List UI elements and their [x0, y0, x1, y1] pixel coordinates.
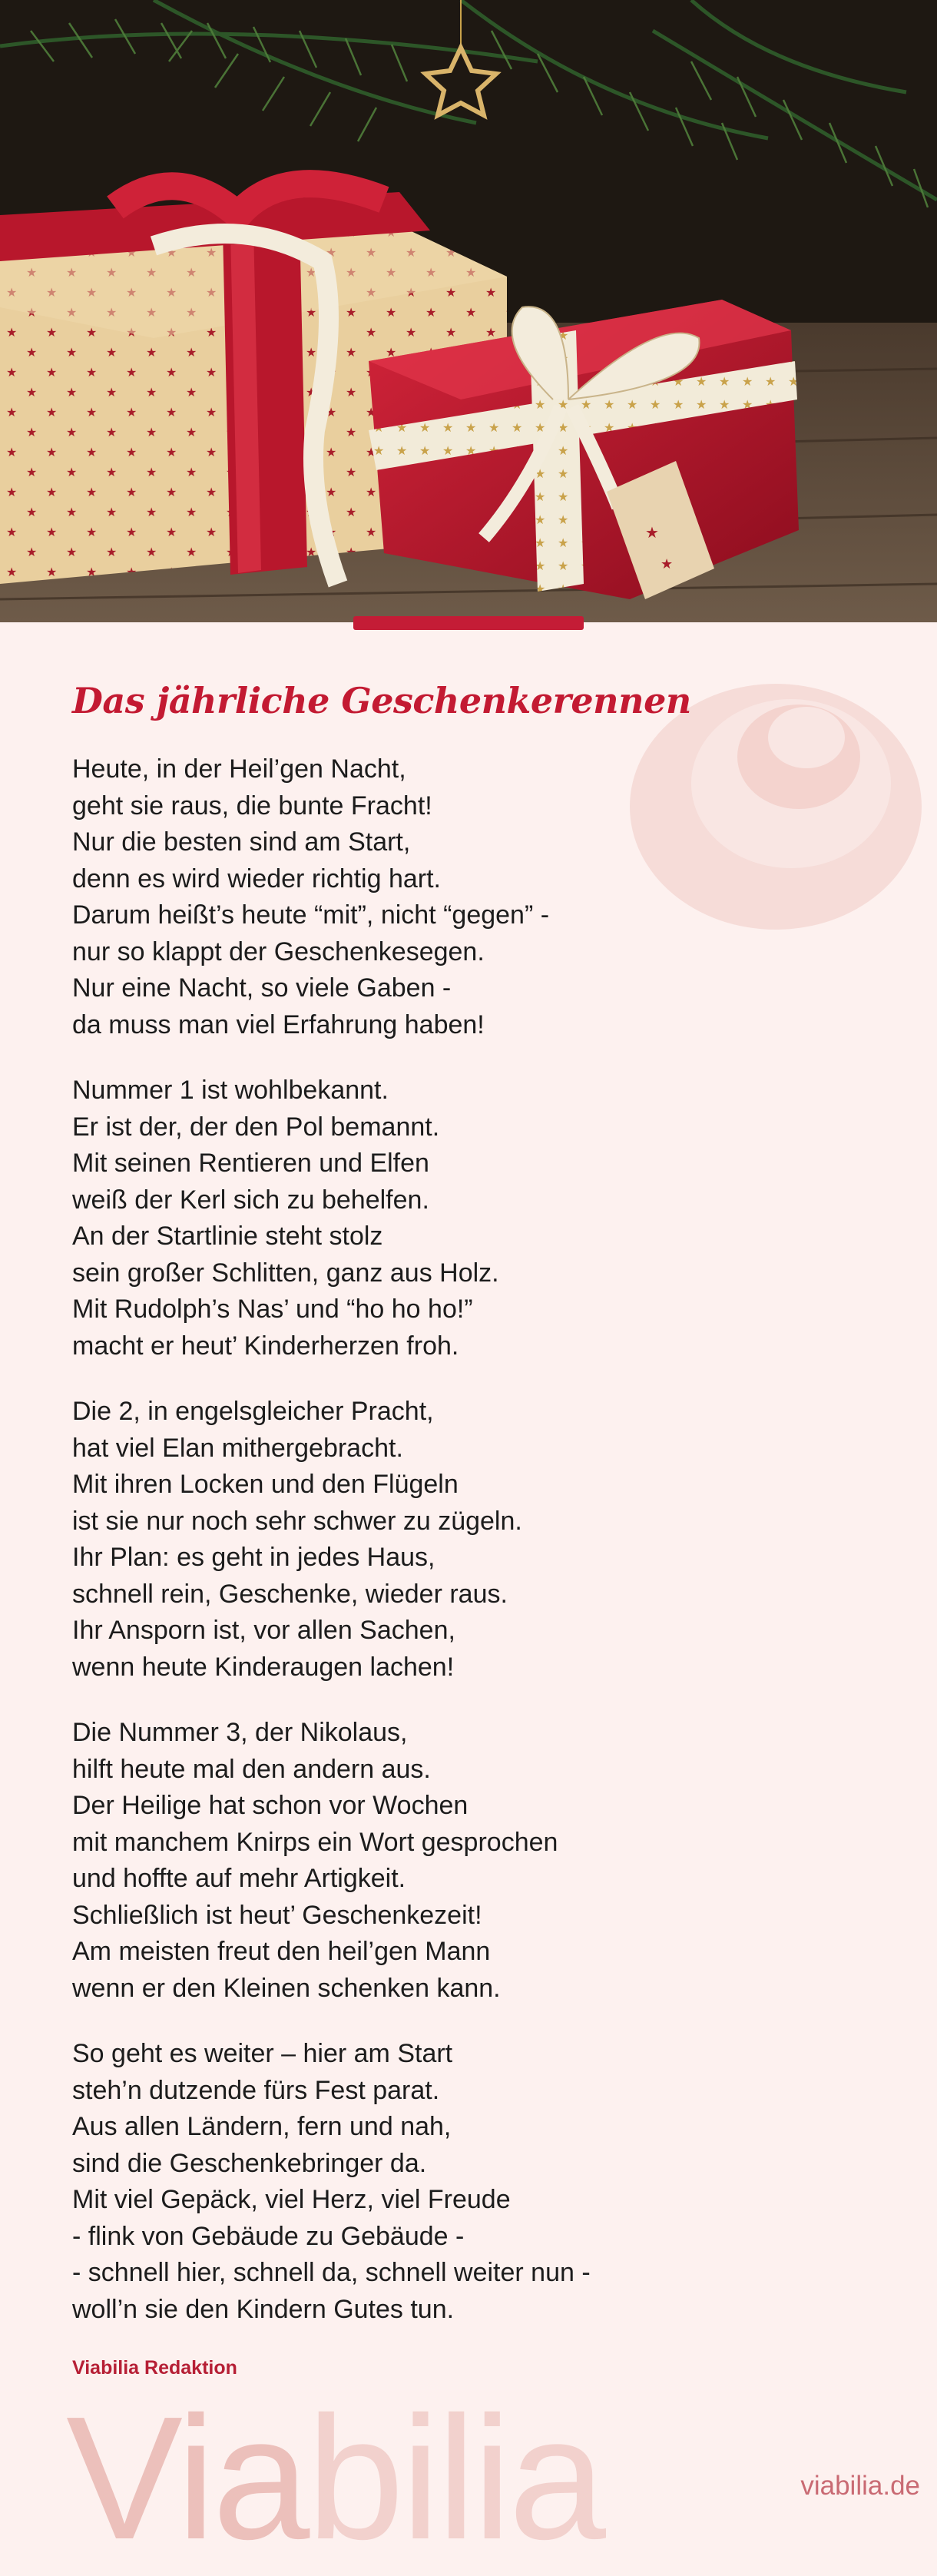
poem-line: Der Heilige hat schon vor Wochen: [72, 1791, 468, 1820]
poem-line: An der Startlinie steht stolz: [72, 1222, 383, 1251]
poem-stanza: [72, 751, 763, 1043]
poem-line: Aus allen Ländern, fern und nah,: [72, 2112, 452, 2141]
svg-text:★: ★: [661, 556, 674, 572]
poem-line: steh’n dutzende fürs Fest parat.: [72, 2075, 440, 2105]
poem-line: Schließlich ist heut’ Geschenkezeit!: [72, 1900, 482, 1930]
poem-title: Das jährliche Geschenkerennen: [72, 680, 691, 721]
poem-line: Er ist der, der den Pol bemannt.: [72, 1112, 440, 1142]
poem-line: Die 2, in engelsgleicher Pracht,: [72, 1397, 434, 1426]
poem-stanza: [72, 1394, 763, 1686]
poem-line: Ihr Plan: es geht in jedes Haus,: [72, 1543, 435, 1572]
hero-accent-bar: [353, 616, 584, 630]
poem-line: Die Nummer 3, der Nikolaus,: [72, 1718, 408, 1747]
poem-line: hat viel Elan mithergebracht.: [72, 1433, 403, 1463]
poem-line: Nur die besten sind am Start,: [72, 827, 411, 857]
poem-line: Mit ihren Locken und den Flügeln: [72, 1470, 459, 1499]
poem-line: wenn er den Kleinen schenken kann.: [72, 1973, 501, 2003]
poem-line: Nummer 1 ist wohlbekannt.: [72, 1076, 389, 1105]
site-url: viabilia.de: [800, 2471, 920, 2501]
poem-line: Darum heißt’s heute “mit”, nicht “gegen” -: [72, 900, 550, 930]
poem-line: Heute, in der Heil’gen Nacht,: [72, 754, 406, 784]
poem-line: Nur eine Nacht, so viele Gaben -: [72, 973, 452, 1003]
watermark-part-1: Via: [66, 2381, 307, 2576]
poem-line: So geht es weiter – hier am Start: [72, 2039, 453, 2068]
poem-line: ist sie nur noch sehr schwer zu zügeln.: [72, 1506, 522, 1536]
hero-image: [0, 0, 937, 622]
poem-line: hilft heute mal den andern aus.: [72, 1754, 431, 1784]
poem-line: Mit seinen Rentieren und Elfen: [72, 1149, 429, 1178]
poem-line: Mit Rudolph’s Nas’ und “ho ho ho!”: [72, 1295, 473, 1324]
poem-line: schnell rein, Geschenke, wieder raus.: [72, 1579, 508, 1609]
poem-article: [72, 676, 763, 2379]
poem-line: woll’n sie den Kindern Gutes tun.: [72, 2294, 455, 2324]
poem-line: sind die Geschenkebringer da.: [72, 2148, 427, 2178]
poem-line: denn es wird wieder richtig hart.: [72, 864, 442, 893]
poem-line: Mit viel Gepäck, viel Herz, viel Freude: [72, 2185, 511, 2214]
gift-boxes-photo: [0, 0, 937, 622]
author-credit: Viabilia Redaktion: [72, 2357, 237, 2379]
poem-stanza: [72, 1715, 763, 2007]
poem-line: und hoffte auf mehr Artigkeit.: [72, 1864, 406, 1893]
poem-line: - flink von Gebäude zu Gebäude -: [72, 2221, 465, 2251]
watermark-part-2: bilia: [306, 2381, 603, 2576]
svg-text:★: ★: [645, 523, 659, 542]
poem-stanza: [72, 1073, 763, 1364]
poem-line: geht sie raus, die bunte Fracht!: [72, 791, 432, 821]
poem-line: - schnell hier, schnell da, schnell weiter nun -: [72, 2258, 591, 2287]
poem-line: nur so klappt der Geschenkesegen.: [72, 937, 485, 966]
poem-stanza: [72, 2036, 763, 2328]
poem-line: da muss man viel Erfahrung haben!: [72, 1010, 485, 1039]
poem-line: mit manchem Knirps ein Wort gesprochen: [72, 1827, 558, 1857]
poem-line: macht er heut’ Kinderherzen froh.: [72, 1331, 459, 1361]
poem-body: [72, 751, 763, 2328]
poem-line: Am meisten freut den heil’gen Mann: [72, 1937, 491, 1966]
poem-line: weiß der Kerl sich zu behelfen.: [72, 1185, 429, 1215]
poem-line: wenn heute Kinderaugen lachen!: [72, 1652, 455, 1682]
poem-line: Ihr Ansporn ist, vor allen Sachen,: [72, 1616, 455, 1645]
poem-line: sein großer Schlitten, ganz aus Holz.: [72, 1258, 499, 1288]
brand-watermark: [66, 2381, 603, 2576]
